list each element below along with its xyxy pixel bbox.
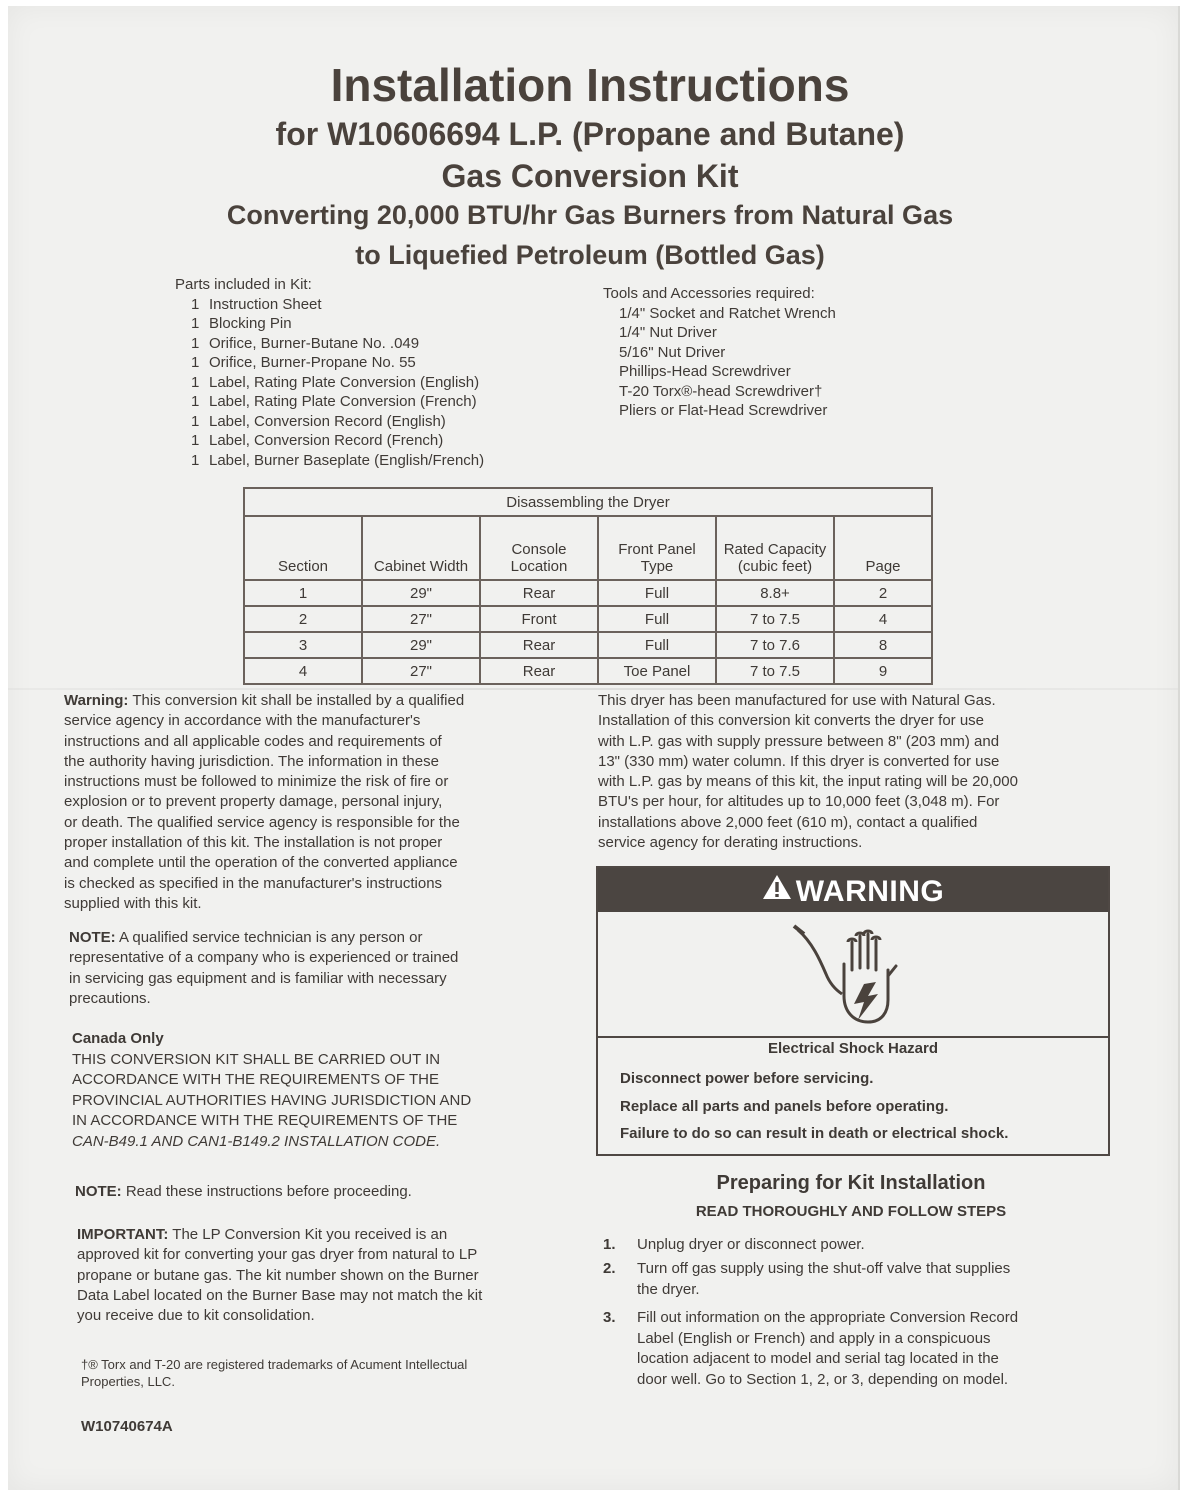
warning-box (596, 866, 1110, 1156)
canada-only-section: Canada Only THIS CONVERSION KIT SHALL BE CARRIED OUT IN ACCORDANCE WITH THE REQUIREMENTS OF THE PROVINCIAL AUTHORITIES HAVING JURISDICTION AND IN ACCORDANCE WITH THE REQUIREMENTS OF THE CAN-B49.1 AND CAN1-B149.2 INSTALLATION CODE. (72, 1029, 562, 1152)
table-row: 4 27" Rear Toe Panel 7 to 7.5 9 (244, 658, 932, 684)
dryer-info-paragraph: This dryer has been manufactured for use with Natural Gas. Installation of this conversion kit converts the dryer for use with L.P. gas with supply pressure between 8" (203 mm) and 13" (330 mm) water column. If this dryer is converted for use with L.P. gas by means of this kit, the input rating will be 20,000 BTU's per hour, for altitudes up to 10,000 feet (3,048 m). For installations above 2,000 feet (610 m), contact a qualified service agency for derating instructions. (598, 692, 1018, 852)
warning-paragraph: Warning: This conversion kit shall be installed by a qualified service agency in accordance with the manufacturer's instructions and all applicable codes and requirements of the authority having jurisdiction. The information in these instructions must be followed to minimize the risk of fire or explosion or to prevent property damage, personal injury, or death. The qualified service agency is responsible for the proper installation of this kit. The installation is not proper and complete until the operation of the converted appliance is checked as specified in the manufacturer's instructions supplied with this kit. (64, 692, 465, 912)
title-kit-name: Gas Conversion Kit (441, 158, 739, 194)
tools-list (603, 284, 836, 421)
parts-list (175, 275, 484, 470)
canada-heading: Canada Only (72, 1030, 164, 1047)
table-row: 2 27" Front Full 7 to 7.5 4 (244, 606, 932, 632)
table-row: 1 29" Rear Full 8.8+ 2 (244, 580, 932, 606)
subtitle-line-2: to Liquefied Petroleum (Bottled Gas) (355, 240, 825, 270)
column-header: Page (834, 516, 932, 580)
document-number: W10740674A (81, 1418, 173, 1435)
main-title: Installation Instructions (330, 59, 850, 111)
list-item: Phillips-Head Screwdriver (619, 363, 791, 380)
page-fold (8, 688, 1178, 690)
list-item: 1/4" Socket and Ratchet Wrench (619, 304, 836, 322)
warning-label: Warning: (64, 692, 129, 709)
tools-heading: Tools and Accessories required: (603, 285, 815, 302)
list-item: T-20 Torx®-head Screwdriver† (619, 382, 823, 400)
warning-title: WARNING (795, 875, 945, 909)
hazard-title: Electrical Shock Hazard (767, 1040, 939, 1057)
column-header: Rated Capacity (cubic feet) (716, 516, 834, 580)
list-item: 1 Label, Rating Plate Conversion (English) (191, 373, 480, 391)
hazard-instruction: Replace all parts and panels before operating. (620, 1098, 949, 1115)
list-item: 1 Label, Conversion Record (French) (191, 432, 444, 449)
warning-image-area (598, 912, 1108, 1038)
column-header: Cabinet Width (362, 516, 480, 580)
warning-triangle-icon (762, 869, 792, 915)
trademark-footnote: †® Torx and T-20 are registered trademarks of Acument Intellectual Properties, LLC. (81, 1357, 468, 1389)
step-item: 2. Turn off gas supply using the shut-off valve that supplies the dryer. (603, 1260, 1011, 1298)
step-item: 1. Unplug dryer or disconnect power. (603, 1236, 865, 1253)
list-item: 1 Label, Conversion Record (English) (191, 412, 446, 430)
column-header: Section (244, 516, 362, 580)
column-header: Front Panel Type (598, 516, 716, 580)
table-caption: Disassembling the Dryer (244, 488, 932, 516)
list-item: 1 Label, Burner Baseplate (English/French) (191, 451, 485, 469)
title-kit-number: for W10606694 L.P. (Propane and Butane) (275, 116, 905, 152)
electric-shock-hand-icon (598, 912, 1108, 1036)
list-item: 1 Orifice, Burner-Butane No. .049 (191, 334, 420, 352)
table-row: 3 29" Rear Full 7 to 7.6 8 (244, 632, 932, 658)
important-paragraph: IMPORTANT: The LP Conversion Kit you received is an approved kit for converting your gas dryer from natural to LP propane or butane gas. The kit number shown on the Burner Data Label located on the Burner Base may not match the kit you receive due to kit consolidation. (77, 1226, 483, 1325)
step-item: 3. Fill out information on the appropriate Conversion Record Label (English or French) and apply in a conspicuous location adjacent to model and serial tag located in the door well. Go to Section 1, 2, or 3, depending on model. (603, 1309, 1019, 1388)
prep-section-subtitle: READ THOROUGHLY AND FOLLOW STEPS (695, 1203, 1007, 1220)
column-header: Console Location (480, 516, 598, 580)
note-technician: NOTE: A qualified service technician is any person or representative of a company who is experienced or trained in servicing gas equipment and is familiar with necessary precautions. (69, 929, 459, 1007)
warning-header (598, 868, 1108, 912)
list-item: Pliers or Flat-Head Screwdriver (619, 402, 828, 419)
note-read-first: NOTE: Read these instructions before proceeding. (75, 1183, 412, 1200)
hazard-instruction: Failure to do so can result in death or electrical shock. (620, 1125, 1009, 1142)
list-item: 1/4" Nut Driver (619, 324, 717, 341)
prep-section-title: Preparing for Kit Installation (716, 1172, 986, 1194)
list-item: 1 Orifice, Burner-Propane No. 55 (191, 354, 416, 371)
disassembly-table (243, 487, 933, 685)
parts-heading: Parts included in Kit: (175, 276, 312, 293)
list-item: 1 Label, Rating Plate Conversion (French) (191, 393, 477, 410)
subtitle-line-1: Converting 20,000 BTU/hr Gas Burners from Natural Gas (226, 200, 954, 230)
list-item: 5/16" Nut Driver (619, 343, 726, 361)
list-item: 1 Blocking Pin (191, 315, 292, 332)
list-item: 1 Instruction Sheet (191, 295, 322, 313)
hazard-instruction: Disconnect power before servicing. (620, 1070, 874, 1087)
